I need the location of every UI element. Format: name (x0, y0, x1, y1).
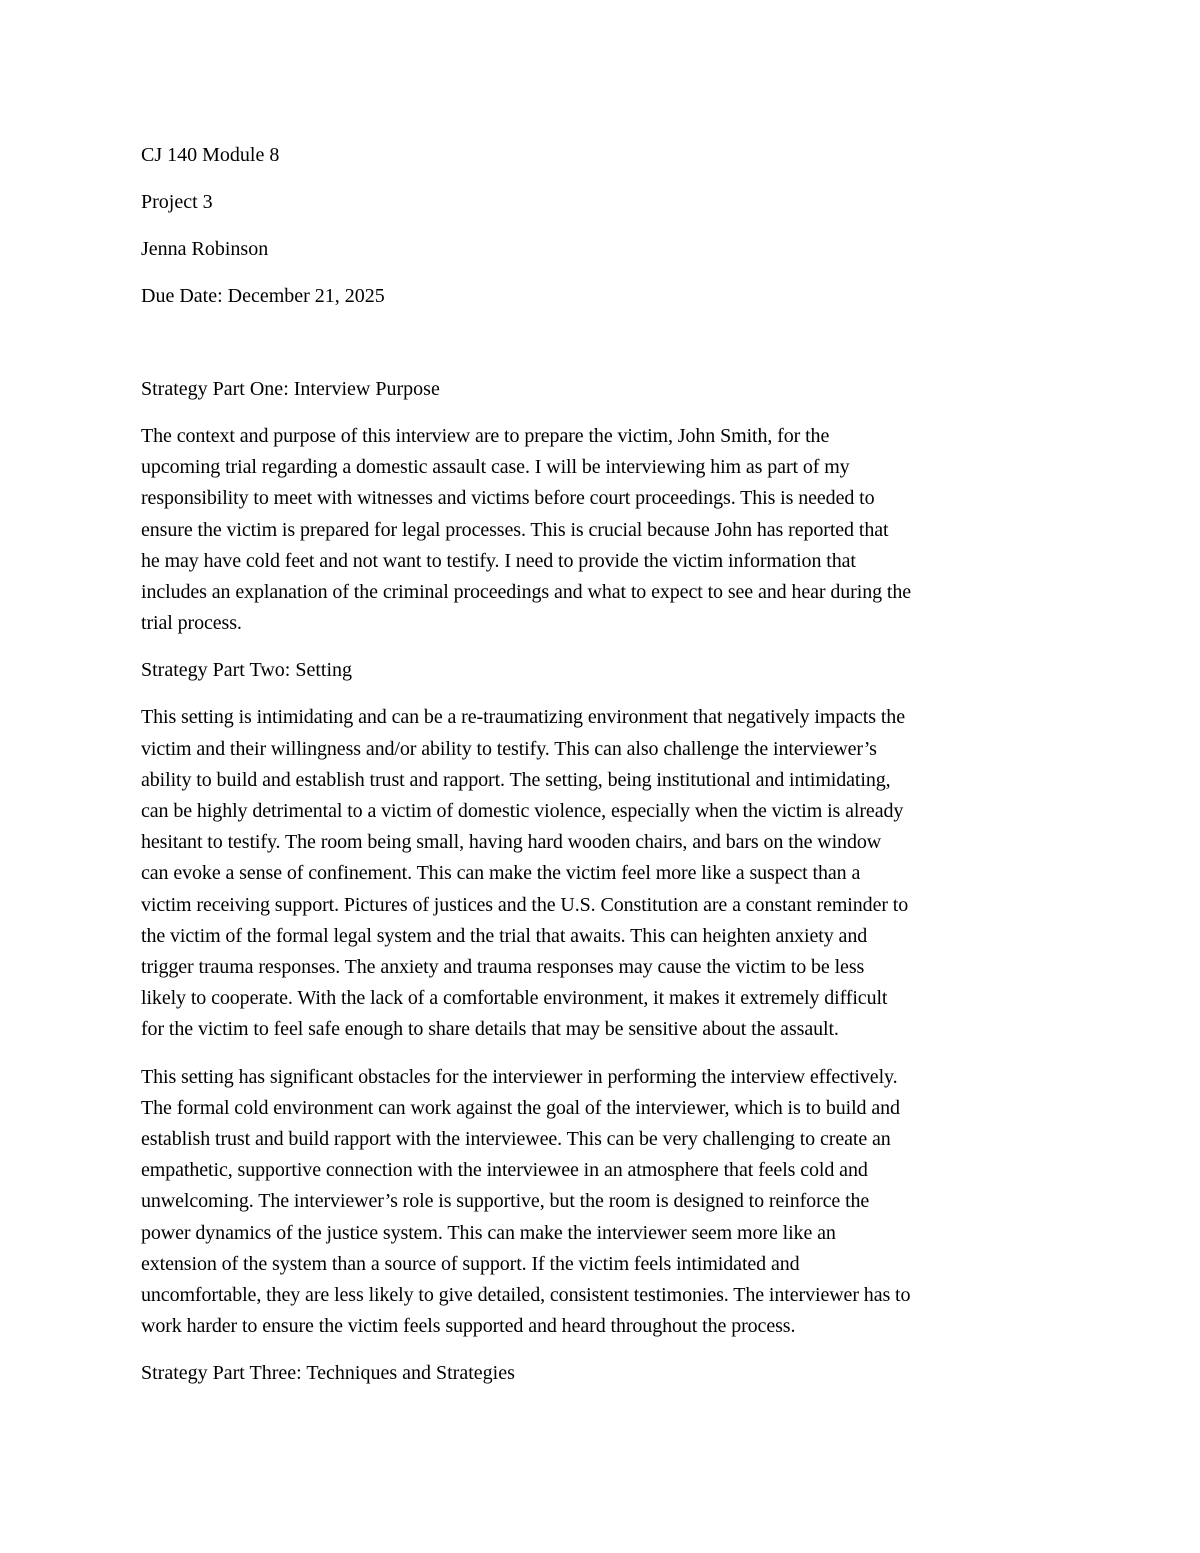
text-line: uncomfortable, they are less likely to give detailed, consistent testimonies. The interviewer has to (141, 1284, 911, 1307)
paragraph-interview-purpose (141, 421, 1059, 639)
text-line: trigger trauma responses. The anxiety and trauma responses may cause the victim to be less (141, 956, 865, 979)
text-line: can evoke a sense of confinement. This can make the victim feel more like a suspect than a (141, 862, 861, 885)
section-heading-part-one: Strategy Part One: Interview Purpose (141, 378, 440, 400)
text-line: power dynamics of the justice system. This can make the interviewer seem more like an (141, 1221, 836, 1244)
text-line: establish trust and build rapport with the interviewee. This can be very challenging to create an (141, 1128, 891, 1151)
text-line: likely to cooperate. With the lack of a comfortable environment, it makes it extremely difficult (141, 987, 888, 1010)
text-line: victim and their willingness and/or ability to testify. This can also challenge the interviewer’s (141, 737, 877, 760)
text-line: ability to build and establish trust and rapport. The setting, being institutional and intimidating, (141, 768, 891, 791)
text-line: The context and purpose of this interview are to prepare the victim, John Smith, for the (141, 425, 830, 447)
paragraph-setting-2 (141, 1062, 1059, 1343)
project-title: Project 3 (141, 191, 213, 213)
header-spacer (141, 328, 1059, 374)
author-name: Jenna Robinson (141, 238, 269, 260)
text-line: the victim of the formal legal system and the trial that awaits. This can heighten anxiety and (141, 924, 868, 947)
text-line: for the victim to feel safe enough to share details that may be sensitive about the assault. (141, 1018, 839, 1041)
text-line: unwelcoming. The interviewer’s role is supportive, but the room is designed to reinforce the (141, 1190, 870, 1213)
text-line: includes an explanation of the criminal proceedings and what to expect to see and hear during the (141, 581, 912, 604)
text-line: can be highly detrimental to a victim of domestic violence, especially when the victim is already (141, 800, 904, 823)
text-line: victim receiving support. Pictures of justices and the U.S. Constitution are a constant reminder to (141, 893, 909, 916)
text-line: extension of the system than a source of support. If the victim feels intimidated and (141, 1252, 800, 1275)
text-line: work harder to ensure the victim feels supported and heard throughout the process. (141, 1315, 796, 1338)
document-body (141, 140, 1059, 1405)
text-line: responsibility to meet with witnesses and victims before court proceedings. This is needed to (141, 487, 875, 510)
text-line: he may have cold feet and not want to testify. I need to provide the victim information that (141, 549, 856, 572)
due-date: Due Date: December 21, 2025 (141, 285, 385, 307)
text-line: upcoming trial regarding a domestic assault case. I will be interviewing him as part of my (141, 456, 850, 479)
text-line: This setting is intimidating and can be a re-traumatizing environment that negatively impacts the (141, 706, 905, 729)
section-heading-part-three: Strategy Part Three: Techniques and Strategies (141, 1362, 515, 1385)
text-line: The formal cold environment can work against the goal of the interviewer, which is to build and (141, 1096, 900, 1119)
text-line: hesitant to testify. The room being small, having hard wooden chairs, and bars on the window (141, 831, 882, 854)
text-line: ensure the victim is prepared for legal processes. This is crucial because John has reported that (141, 518, 889, 541)
course-title: CJ 140 Module 8 (141, 144, 280, 166)
text-line: empathetic, supportive connection with the interviewee in an atmosphere that feels cold and (141, 1159, 868, 1182)
section-heading-part-two: Strategy Part Two: Setting (141, 659, 352, 682)
paragraph-setting-1 (141, 702, 1059, 1045)
text-line: trial process. (141, 612, 242, 635)
text-line: This setting has significant obstacles for the interviewer in performing the interview effectively. (141, 1065, 898, 1088)
